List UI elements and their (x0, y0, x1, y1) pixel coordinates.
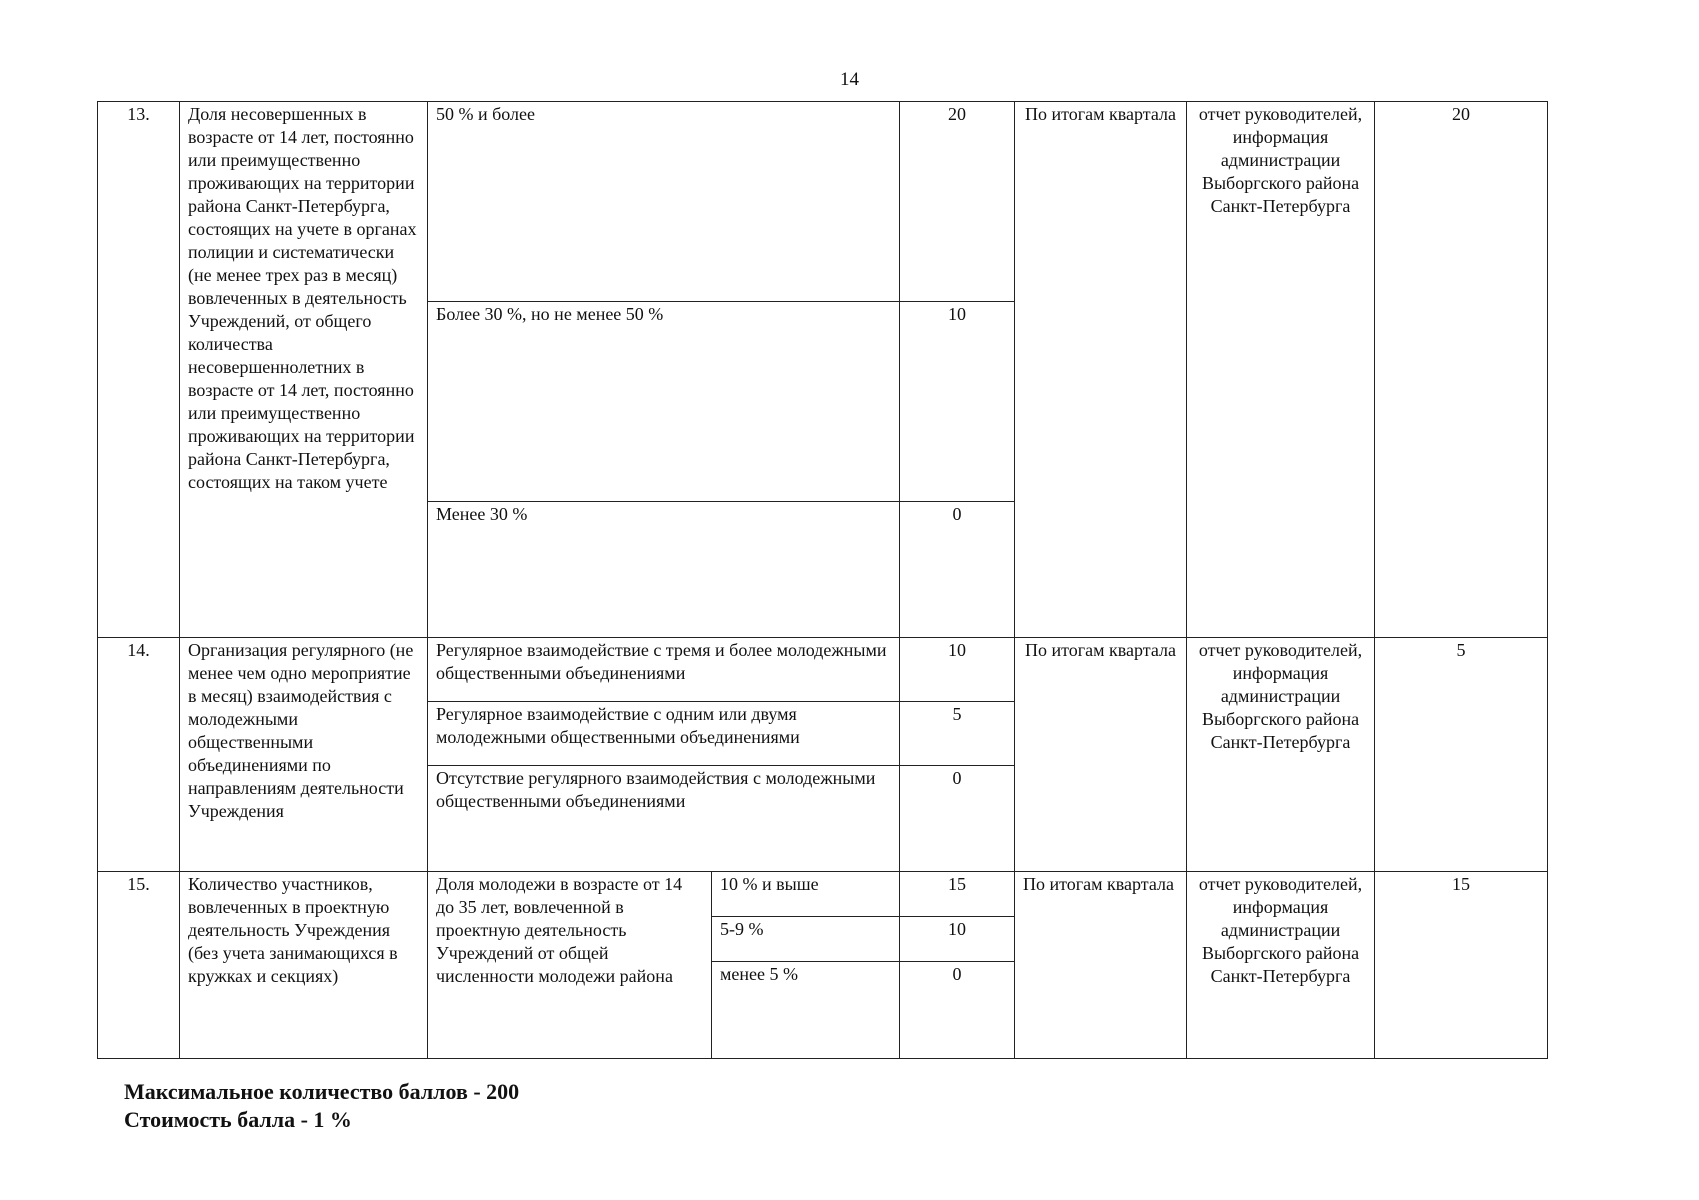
row-13-source: отчет руководителей, информация администрации Выборгского района Санкт-Петербурга (1187, 102, 1375, 638)
row-15-option-1: 10 % и выше (712, 872, 900, 917)
row-15-points-1: 15 (900, 872, 1015, 917)
row-14-criterion: Организация регулярного (не менее чем одно мероприятие в месяц) взаимодействия с молодежными общественными объединениями по направлениям деятельности Учреждения (180, 638, 428, 872)
row-14-option-3: Отсутствие регулярного взаимодействия с молодежными общественными объединениями (428, 766, 900, 872)
row-14-source: отчет руководителей, информация администрации Выборгского района Санкт-Петербурга (1187, 638, 1375, 872)
row-13-max: 20 (1375, 102, 1548, 638)
row-13-points-2: 10 (900, 302, 1015, 502)
row-13-points-1: 20 (900, 102, 1015, 302)
row-13-period: По итогам квартала (1015, 102, 1187, 638)
row-14-option-2: Регулярное взаимодействие с одним или двумя молодежными общественными объединениями (428, 702, 900, 766)
page-number: 14 (840, 69, 859, 90)
row-15-option-2: 5-9 % (712, 917, 900, 962)
row-15-points-2: 10 (900, 917, 1015, 962)
table-row-13 (98, 102, 1548, 302)
row-13-points-3: 0 (900, 502, 1015, 638)
row-15-source: отчет руководителей, информация администрации Выборгского района Санкт-Петербурга (1187, 872, 1375, 1059)
row-15-criterion: Количество участников, вовлеченных в проектную деятельность Учреждения (без учета занимающихся в кружках и секциях) (180, 872, 428, 1059)
table-row-14 (98, 638, 1548, 702)
row-15-option-3: менее 5 % (712, 962, 900, 1059)
row-13-option-1: 50 % и более (428, 102, 900, 302)
footer-summary (124, 1078, 519, 1134)
row-15-indicator: Доля молодежи в возрасте от 14 до 35 лет, вовлеченной в проектную деятельность Учреждений от общей численности молодежи района (428, 872, 712, 1059)
point-cost-text: Стоимость балла - 1 % (124, 1107, 352, 1132)
row-15-max: 15 (1375, 872, 1548, 1059)
row-14-points-1: 10 (900, 638, 1015, 702)
max-points-text: Максимальное количество баллов - 200 (124, 1079, 520, 1104)
row-14-number: 14. (98, 638, 180, 872)
row-15-period: По итогам квартала (1015, 872, 1187, 1059)
row-14-option-1: Регулярное взаимодействие с тремя и более молодежными общественными объединениями (428, 638, 900, 702)
row-13-option-2: Более 30 %, но не менее 50 % (428, 302, 900, 502)
row-14-points-3: 0 (900, 766, 1015, 872)
row-14-points-2: 5 (900, 702, 1015, 766)
row-15-points-3: 0 (900, 962, 1015, 1059)
table-row-15 (98, 872, 1548, 917)
row-13-criterion: Доля несовершенных в возрасте от 14 лет, постоянно или преимущественно проживающих на территории района Санкт-Петербурга, состоящих на учете в органах полиции и систематически (не менее трех раз в месяц) вовлеченных в деятельность Учреждений, от общего количества несовершеннолетних в возрасте от 14 лет, постоянно или преимущественно проживающих на территории района Санкт-Петербурга, состоящих на таком учете (180, 102, 428, 638)
row-14-period: По итогам квартала (1015, 638, 1187, 872)
row-15-number: 15. (98, 872, 180, 1059)
row-14-max: 5 (1375, 638, 1548, 872)
row-13-option-3: Менее 30 % (428, 502, 900, 638)
criteria-table (97, 101, 1548, 1059)
row-13-number: 13. (98, 102, 180, 638)
